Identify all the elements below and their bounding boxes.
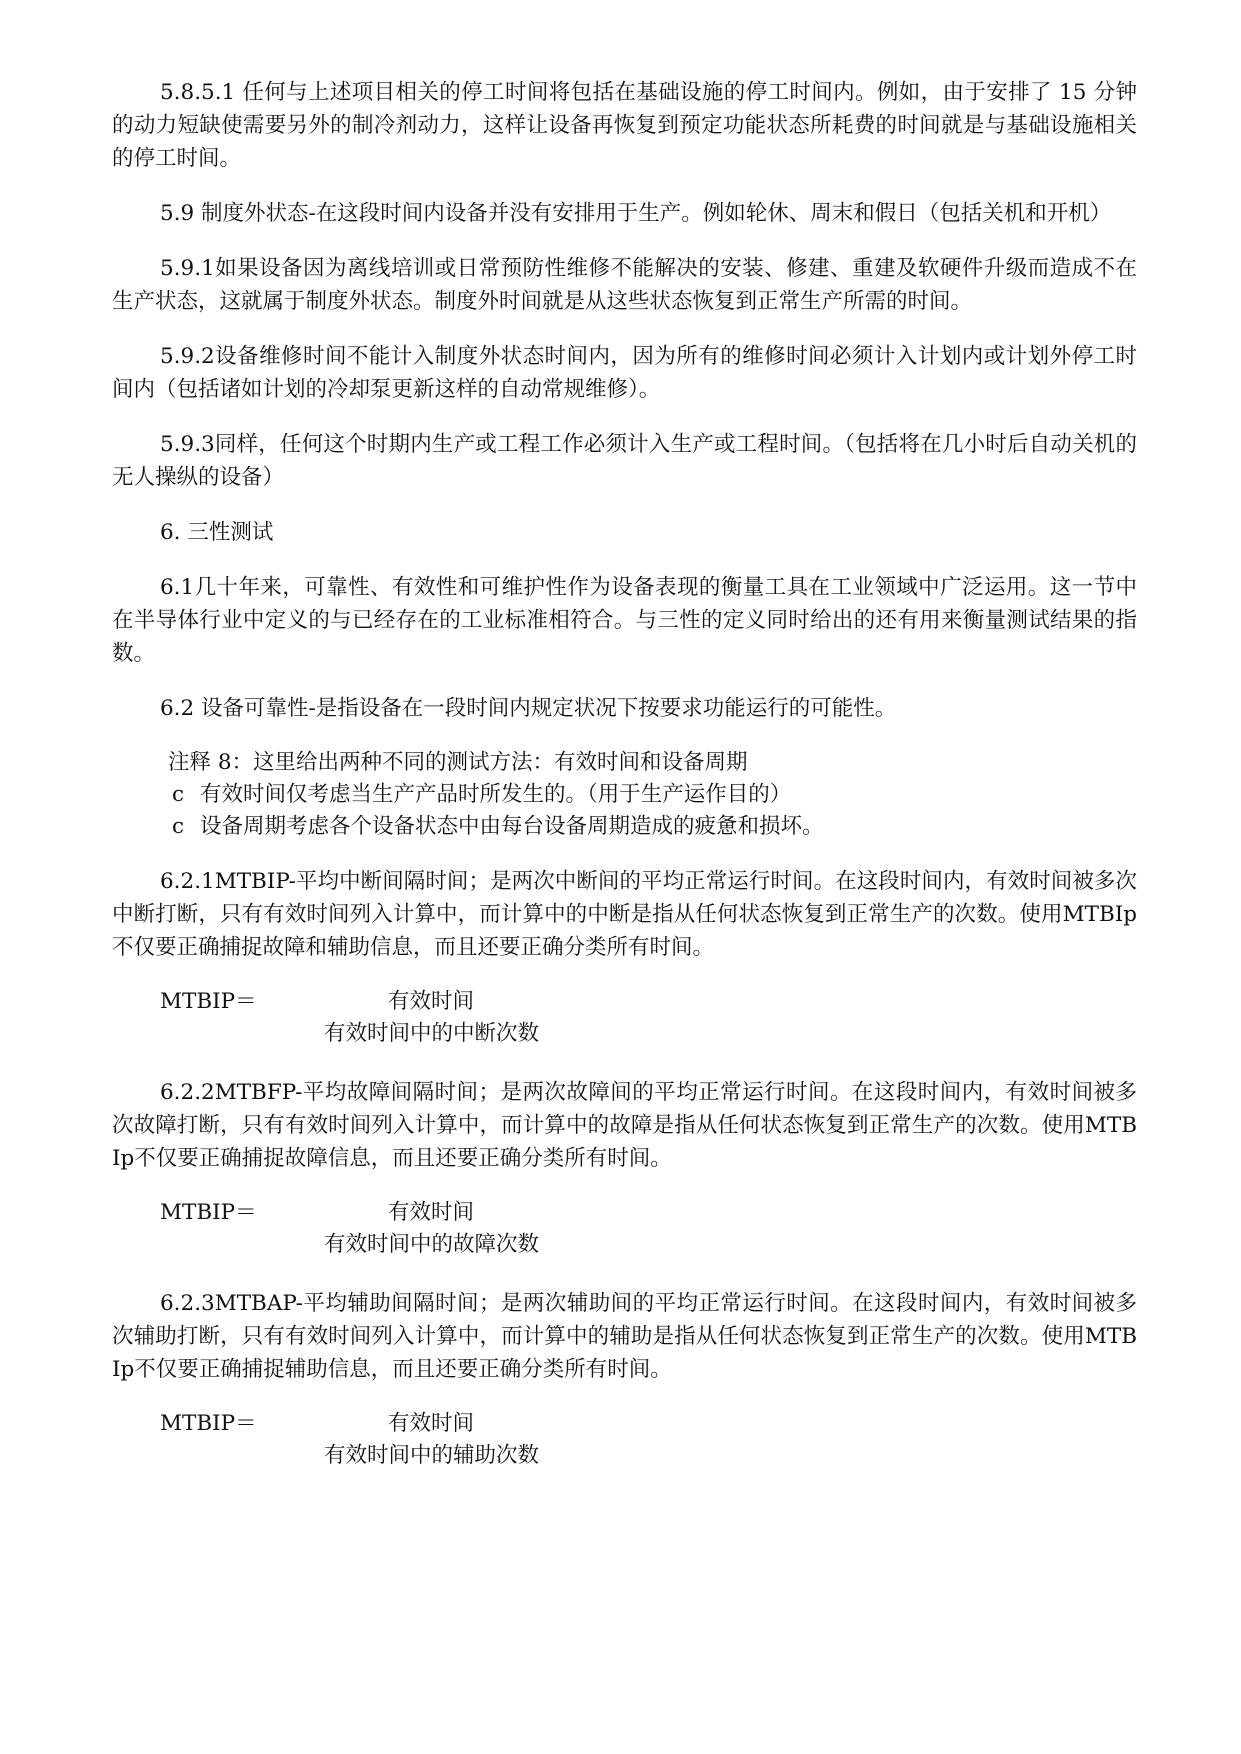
paragraph-6-2-3: 6.2.3MTBAP-平均辅助间隔时间；是两次辅助间的平均正常运行时间。在这段时间内，有效时间被多次辅助打断，只有有效时间列入计算中，而计算中的辅助是指从任何状态恢复到正常生产的次数。使用MTBIp不仅要正确捕捉辅助信息，而且还要正确分类所有时间。 xyxy=(112,1291,1137,1382)
formula-lhs: MTBIP＝ xyxy=(160,989,257,1014)
formula-numerator: 有效时间 xyxy=(388,989,475,1014)
note-8-item-text: 设备周期考虑各个设备状态中由每台设备周期造成的疲惫和损坏。 xyxy=(200,814,824,839)
paragraph-5-9-3: 5.9.3同样，任何这个时期内生产或工程工作必须计入生产或工程时间。（包括将在几小时后自动关机的无人操纵的设备） xyxy=(112,432,1137,490)
note-8-title: 注释 8：这里给出两种不同的测试方法：有效时间和设备周期 xyxy=(168,750,748,775)
formula-mtbip-interrupt xyxy=(112,986,1137,1052)
formula-numerator: 有效时间 xyxy=(388,1200,475,1225)
formula-numerator: 有效时间 xyxy=(388,1411,475,1436)
paragraph-6-2-1: 6.2.1MTBIP-平均中断间隔时间；是两次中断间的平均正常运行时间。在这段时间内，有效时间被多次中断打断，只有有效时间列入计算中，而计算中的中断是指从任何状态恢复到正常生产的次数。使用MTBIp不仅要正确捕捉故障和辅助信息，而且还要正确分类所有时间。 xyxy=(112,869,1137,960)
note-8-item xyxy=(112,779,1137,811)
formula-mtbip-failure xyxy=(112,1197,1137,1263)
formula-denominator: 有效时间中的故障次数 xyxy=(324,1232,540,1257)
formula-lhs: MTBIP＝ xyxy=(160,1411,257,1436)
paragraph-6-2: 6.2 设备可靠性-是指设备在一段时间内规定状况下按要求功能运行的可能性。 xyxy=(160,696,897,721)
note-8 xyxy=(112,747,1137,843)
note-8-item-text: 有效时间仅考虑当生产产品时所发生的。（用于生产运作目的） xyxy=(200,782,792,807)
formula-denominator: 有效时间中的辅助次数 xyxy=(324,1443,540,1468)
paragraph-6-1: 6.1几十年来，可靠性、有效性和可维护性作为设备表现的衡量工具在工业领域中广泛运用。这一节中在半导体行业中定义的与已经存在的工业标准相符合。与三性的定义同时给出的还有用来衡量测试结果的指数。 xyxy=(112,575,1137,666)
formula-mtbip-assist xyxy=(112,1408,1137,1474)
section-heading-6: 6. 三性测试 xyxy=(160,520,274,545)
bullet-marker: c xyxy=(172,814,185,839)
paragraph-5-9-1: 5.9.1如果设备因为离线培训或日常预防性维修不能解决的安装、修建、重建及软硬件升级而造成不在生产状态，这就属于制度外状态。制度外时间就是从这些状态恢复到正常生产所需的时间。 xyxy=(112,256,1137,314)
paragraph-6-2-2: 6.2.2MTBFP-平均故障间隔时间；是两次故障间的平均正常运行时间。在这段时间内，有效时间被多次故障打断，只有有效时间列入计算中，而计算中的故障是指从任何状态恢复到正常生产的次数。使用MTBIp不仅要正确捕捉故障信息，而且还要正确分类所有时间。 xyxy=(112,1080,1137,1171)
paragraph-5-9: 5.9 制度外状态-在这段时间内设备并没有安排用于生产。例如轮休、周末和假日（包括关机和开机） xyxy=(160,201,1112,226)
document-page xyxy=(112,76,1137,1498)
paragraph-5-8-5-1: 5.8.5.1 任何与上述项目相关的停工时间将包括在基础设施的停工时间内。例如，由于安排了 15 分钟的动力短缺使需要另外的制冷剂动力，这样让设备再恢复到预定功能状态所耗费的时间就是与基础设施相关的停工时间。 xyxy=(112,80,1137,171)
formula-lhs: MTBIP＝ xyxy=(160,1200,257,1225)
paragraph-5-9-2: 5.9.2设备维修时间不能计入制度外状态时间内，因为所有的维修时间必须计入计划内或计划外停工时间内（包括诸如计划的冷却泵更新这样的自动常规维修）。 xyxy=(112,344,1137,402)
formula-denominator: 有效时间中的中断次数 xyxy=(324,1021,540,1046)
bullet-marker: c xyxy=(172,782,185,807)
note-8-item xyxy=(112,811,1137,843)
